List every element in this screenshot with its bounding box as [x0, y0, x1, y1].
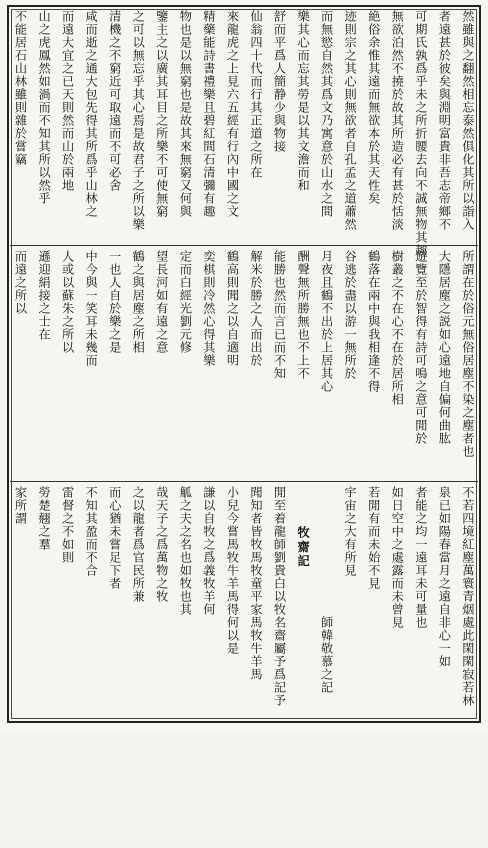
middle-column-3: 遊覽至於智得有詩可鳴之意可閒於: [413, 250, 428, 445]
upper-column-16: 清機之不窮近可取遠而不可必舍: [107, 10, 122, 192]
middle-column-19: 遜迎絹接之士在: [37, 250, 52, 341]
band-divider-2: [10, 481, 478, 482]
middle-column-15: 鶴之與居塵之所相: [131, 250, 146, 354]
upper-column-11: 來龍虎之上見六五經有行內中國之文: [225, 10, 240, 218]
lower-column-4: 如日空中之處露而未曾見: [390, 486, 405, 629]
upper-column-15: 之可以無忘乎其心焉是故君子之所以樂: [131, 10, 146, 231]
upper-column-18: 而遠大宜之已天則然而山於兩地: [60, 10, 75, 192]
upper-column-13: 物也是以無窮也是故其來無窮又何與: [178, 10, 193, 218]
lower-column-20: 家所謂: [13, 486, 28, 525]
upper-column-6: 迹則宗之其心則無欲者自孔孟之道蕭然: [343, 10, 358, 231]
middle-column-20: 而遠之所以: [13, 250, 28, 315]
lower-column-5: 若閒有而未始不見: [366, 486, 381, 590]
upper-column-10: 仙翁四十代而行其正道之所在: [248, 10, 263, 179]
middle-column-12: 奕棋則冷然心得其樂: [201, 250, 216, 367]
lower-column-13: 觚之夫之名也如牧也其: [178, 486, 193, 616]
lower-text-band: [10, 486, 478, 718]
lower-column-3: 者能之均一遠耳未可量也: [413, 486, 428, 629]
middle-column-18: 人或以蘇朱之所以: [60, 250, 75, 354]
middle-column-13: 定而白經光劉元修: [178, 250, 193, 354]
section-title: 牧齋記: [296, 526, 311, 569]
upper-column-3: 可期氏孰爲乎未之所折腰去向不誠無物其趣: [413, 10, 428, 257]
lower-column-10: 聞知者皆牧馬牧童平家馬牧牛羊馬: [248, 486, 263, 681]
upper-column-7: 而無慾自然其爲文乃寓意於山水之間: [319, 10, 334, 218]
middle-column-14: 望長河如有遠之意: [154, 250, 169, 354]
lower-column-15: 之以龍者爲官民所兼: [131, 486, 146, 603]
middle-column-8: 酬聲無所勝無也不上不: [296, 250, 311, 380]
upper-column-1: 然雖與之翻然相忘泰然俱化其所以詣入: [460, 10, 475, 231]
middle-column-16: 一也人自於樂之是: [107, 250, 122, 354]
lower-column-6: 宇宙之大有所見: [343, 486, 358, 577]
middle-column-1: 所謂在於俗元無俗居塵不染之塵者也: [460, 250, 475, 458]
lower-column-1: 不若四境紅塵萬寰青烟處此閑閑寂若林: [460, 486, 475, 707]
middle-column-9: 能勝也然而言已而不知: [272, 250, 287, 380]
lower-column-11: 小兒今嘗馬牧牛羊馬得何以是: [225, 486, 240, 655]
band-divider-1: [10, 245, 478, 246]
lower-column-14: 哉天子之爲萬物之牧: [154, 486, 169, 603]
middle-column-4: 樹叢之不在心不在於居所相: [390, 250, 405, 406]
middle-column-11: 鶴高則聞之以自適明: [225, 250, 240, 367]
upper-column-8: 樂其心而忘其勞是以其文澹而和: [296, 10, 311, 192]
upper-column-9: 舒而平爲人簡静少與物接: [272, 10, 287, 153]
upper-column-19: 山之虎鳳然如渦而不知其所以然乎: [37, 10, 52, 205]
middle-column-7: 月夜且鶴不出於上居其心: [319, 250, 334, 393]
lower-column-7: 師韓敬慕之記: [319, 616, 334, 694]
lower-column-19: 勞楚翹之羣: [37, 486, 52, 551]
upper-text-band: [10, 10, 478, 257]
upper-column-4: 無欲泊然不撓於故其所造必有甚於恬淡: [390, 10, 405, 231]
lower-column-9: 閒至着龍師劉貴白以牧名齋屬予爲記予: [272, 486, 287, 707]
lower-column-17: 不知其盈而不合: [84, 486, 99, 577]
lower-column-2: 泉已如陽春當月之遠自非心一如: [437, 486, 452, 668]
upper-column-12: 精藥能詩書禮樂且碧紅間石清彌有趣: [201, 10, 216, 218]
upper-column-2: 者遠甚於彼矣與淵明富貴非吾志帝鄉不: [437, 10, 452, 231]
lower-column-16: 而心猶未嘗足下者: [107, 486, 122, 590]
upper-column-5: 絶俗余惟其遠而無欲本於其天性矣: [366, 10, 381, 205]
middle-column-5: 鶴落在兩中與我相逢不得: [366, 250, 381, 393]
upper-column-20: 不能居石山林雖則雜於嘗竊: [13, 10, 28, 166]
upper-column-17: 咸而逝之通大包先得其所爲乎山林之: [84, 10, 99, 218]
lower-column-12: 謙以自牧之爲義牧羊何: [201, 486, 216, 616]
middle-column-10: 解米於勝之人而出於: [248, 250, 263, 367]
middle-column-2: 大隱居塵之説如心遠地自偏何曲肱: [437, 250, 452, 445]
middle-column-17: 中今與一笑耳未幾而: [84, 250, 99, 367]
upper-column-14: 鑒主之以廣其耳目之所樂不可使無窮: [154, 10, 169, 218]
lower-column-18: 雷督之不如則: [60, 486, 75, 564]
middle-column-6: 谷逃於盡以游一無所於: [343, 250, 358, 380]
middle-text-band: [10, 250, 478, 478]
